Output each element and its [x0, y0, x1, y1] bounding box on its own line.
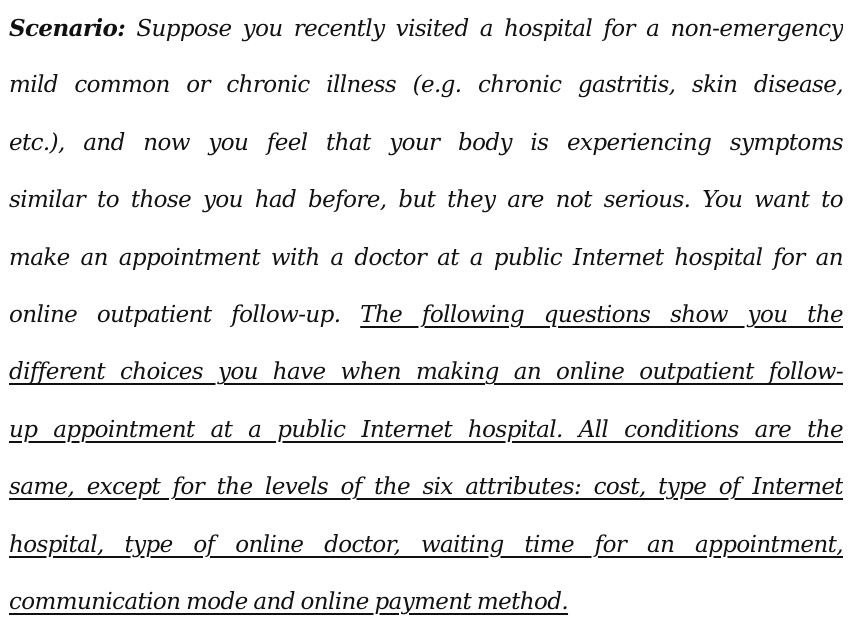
- text-line-10: hospital, type of online doctor, waiting time for an appointment,: [9, 531, 843, 558]
- text-line-11: communication mode and online payment method.: [9, 588, 569, 615]
- scenario-paragraph: [9, 0, 843, 631]
- underlined-instruction-start: The following questions show you the: [360, 301, 843, 328]
- text-line-5: make an appointment with a doctor at a public Internet hospital for an: [9, 244, 843, 271]
- text-line-9: same, except for the levels of the six attributes: cost, type of Internet: [9, 474, 843, 501]
- text-line-3: etc.), and now you feel that your body is experiencing symptoms: [9, 129, 843, 156]
- text-line-7: different choices you have when making an online outpatient follow-: [9, 359, 843, 386]
- text-line-4: similar to those you had before, but they are not serious. You want to: [9, 187, 843, 214]
- text-line-8: up appointment at a public Internet hospital. All conditions are the: [9, 416, 843, 443]
- text-line-2: mild common or chronic illness (e.g. chronic gastritis, skin disease,: [9, 72, 843, 99]
- text-line-1: Scenario: Suppose you recently visited a hospital for a non-emergency: [9, 15, 843, 42]
- text-line-6: online outpatient follow-up. The following questions show you the: [9, 301, 843, 328]
- scenario-label: Scenario:: [9, 15, 126, 42]
